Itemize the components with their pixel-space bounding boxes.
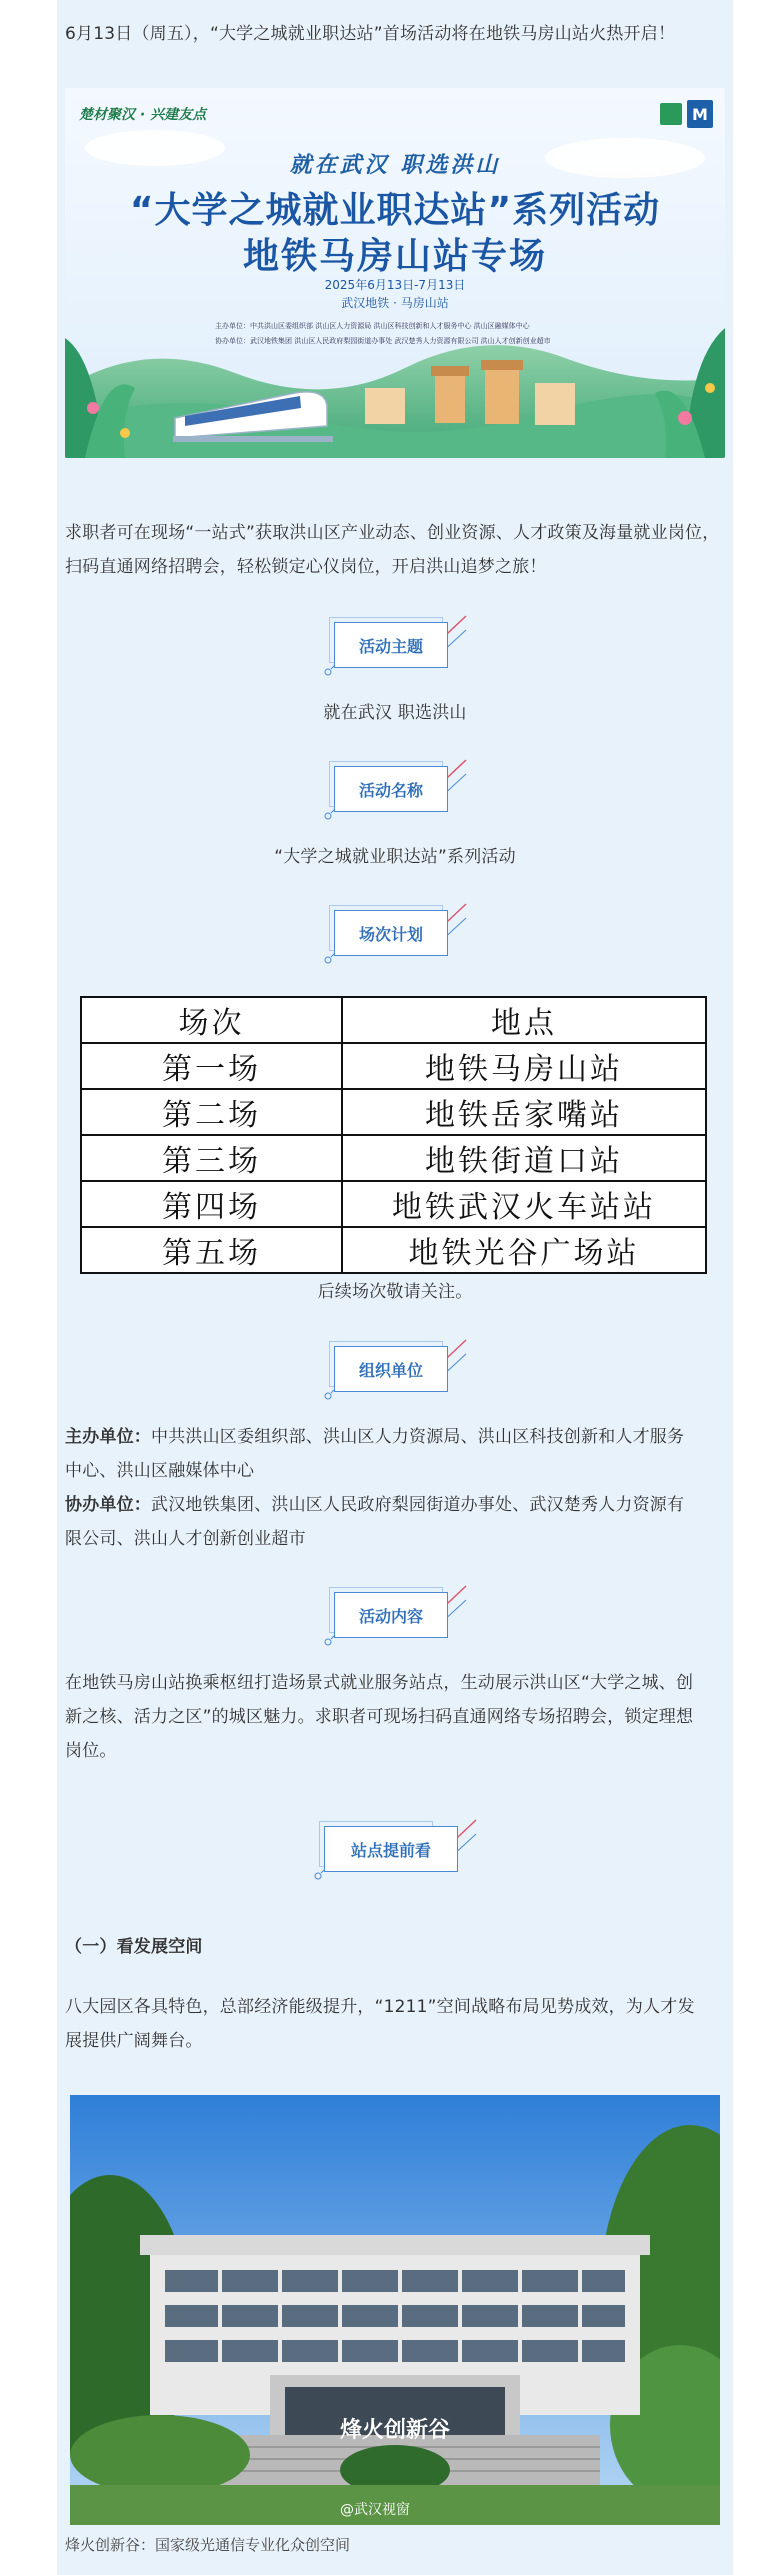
content-line-1: 在地铁马房山站换乘枢纽打造场景式就业服务站点，生动展示洪山区“大学之城、创 bbox=[65, 1673, 694, 1693]
org-co-line-1 bbox=[65, 1488, 725, 1522]
section-tag-label: 活动主题 bbox=[334, 622, 448, 668]
table-cell-session: 第二场 bbox=[81, 1089, 342, 1135]
banner-title-1: “大学之城就业职达站”系列活动 bbox=[129, 190, 661, 231]
content-line-2: 新之核、活力之区”的城区魅力。求职者可现场扫码直通网络专场招聘会，锁定理想 bbox=[65, 1707, 694, 1727]
org-host-line-1 bbox=[65, 1420, 725, 1454]
svg-text:M: M bbox=[692, 105, 708, 124]
section-tag-theme bbox=[320, 614, 470, 680]
section-tag-label: 活动名称 bbox=[334, 766, 448, 812]
banner-title-2: 地铁马房山站专场 bbox=[242, 236, 547, 277]
table-row bbox=[81, 1089, 706, 1135]
section-tag-content bbox=[320, 1584, 470, 1650]
table-row bbox=[81, 1043, 706, 1089]
table-row bbox=[81, 1181, 706, 1227]
content-line-3: 岗位。 bbox=[65, 1741, 117, 1761]
table-row bbox=[81, 1135, 706, 1181]
name-content: “大学之城就业职达站”系列活动 bbox=[274, 847, 516, 867]
org-co-label: 协办单位： bbox=[65, 1495, 151, 1515]
banner-corner-slogan: 楚材聚汉 · 兴建友点 bbox=[79, 107, 207, 123]
event-banner-image bbox=[65, 88, 725, 458]
banner-top-line: 就在武汉 职选洪山 bbox=[289, 153, 501, 178]
section-tag-label: 场次计划 bbox=[334, 910, 448, 956]
table-cell-session: 第三场 bbox=[81, 1135, 342, 1181]
section-tag-org bbox=[320, 1338, 470, 1404]
section-tag-preview bbox=[310, 1818, 480, 1884]
section-tag-label: 组织单位 bbox=[334, 1346, 448, 1392]
photo-watermark: @武汉视窗 bbox=[340, 2502, 410, 2518]
section-tag-label: 活动内容 bbox=[334, 1592, 448, 1638]
plan-note: 后续场次敬请关注。 bbox=[317, 1282, 473, 1302]
preview-line-1: 八大园区各具特色，总部经济能级提升，“1211”空间战略布局见势成效，为人才发 bbox=[65, 1997, 695, 2017]
preview-sub-heading: （一）看发展空间 bbox=[65, 1937, 203, 1957]
intro-date-line: 6月13日（周五），“大学之城就业职达站”首场活动将在地铁马房山站火热开启！ bbox=[65, 24, 676, 44]
org-co-text-2: 限公司、洪山人才创新创业超市 bbox=[65, 1529, 306, 1549]
table-header-session: 场次 bbox=[81, 997, 342, 1043]
org-host-text-2: 中心、洪山区融媒体中心 bbox=[65, 1461, 255, 1481]
table-cell-location: 地铁马房山站 bbox=[342, 1043, 706, 1089]
table-row bbox=[81, 1227, 706, 1273]
table-cell-location: 地铁武汉火车站站 bbox=[342, 1181, 706, 1227]
schedule-table bbox=[80, 996, 707, 1274]
preview-line-2: 展提供广阔舞台。 bbox=[65, 2031, 203, 2051]
table-cell-session: 第五场 bbox=[81, 1227, 342, 1273]
table-header-location: 地点 bbox=[342, 997, 706, 1043]
content-paragraph bbox=[65, 1666, 725, 1768]
photo-sign-text: 烽火创新谷 bbox=[340, 2418, 451, 2443]
table-cell-session: 第四场 bbox=[81, 1181, 342, 1227]
table-cell-location: 地铁岳家嘴站 bbox=[342, 1089, 706, 1135]
section-tag-label: 站点提前看 bbox=[324, 1826, 458, 1872]
theme-content: 就在武汉 职选洪山 bbox=[323, 703, 467, 723]
org-host-label: 主办单位： bbox=[65, 1427, 151, 1447]
table-cell-session: 第一场 bbox=[81, 1043, 342, 1089]
preview-paragraph bbox=[65, 1990, 725, 2058]
banner-host-line: 主办单位：中共洪山区委组织部 洪山区人力资源局 洪山区科技创新和人才服务中心 洪山区融媒体中心 bbox=[215, 322, 530, 330]
banner-co-line: 协办单位：武汉地铁集团 洪山区人民政府梨园街道办事处 武汉楚秀人力资源有限公司 洪山人才创新创业超市 bbox=[215, 337, 551, 345]
org-co-text-1: 武汉地铁集团、洪山区人民政府梨园街道办事处、武汉楚秀人力资源有 bbox=[151, 1495, 685, 1515]
table-header-row bbox=[81, 997, 706, 1043]
banner-date: 2025年6月13日-7月13日 bbox=[324, 278, 466, 292]
org-host-block bbox=[65, 1420, 725, 1556]
photo-caption: 烽火创新谷：国家级光通信专业化众创空间 bbox=[65, 2536, 351, 2554]
section-tag-name bbox=[320, 758, 470, 824]
building-photo bbox=[70, 2095, 720, 2525]
table-cell-location: 地铁街道口站 bbox=[342, 1135, 706, 1181]
table-cell-location: 地铁光谷广场站 bbox=[342, 1227, 706, 1273]
section-tag-plan bbox=[320, 902, 470, 968]
intro-description: 求职者可在现场“一站式”获取洪山区产业动态、创业资源、人才政策及海量就业岗位，扫码直通网络招聘会，轻松锁定心仪岗位，开启洪山追梦之旅！ bbox=[65, 523, 720, 577]
article-page bbox=[57, 0, 733, 2575]
org-host-text-1: 中共洪山区委组织部、洪山区人力资源局、洪山区科技创新和人才服务 bbox=[151, 1427, 685, 1447]
banner-venue: 武汉地铁 · 马房山站 bbox=[341, 296, 449, 310]
